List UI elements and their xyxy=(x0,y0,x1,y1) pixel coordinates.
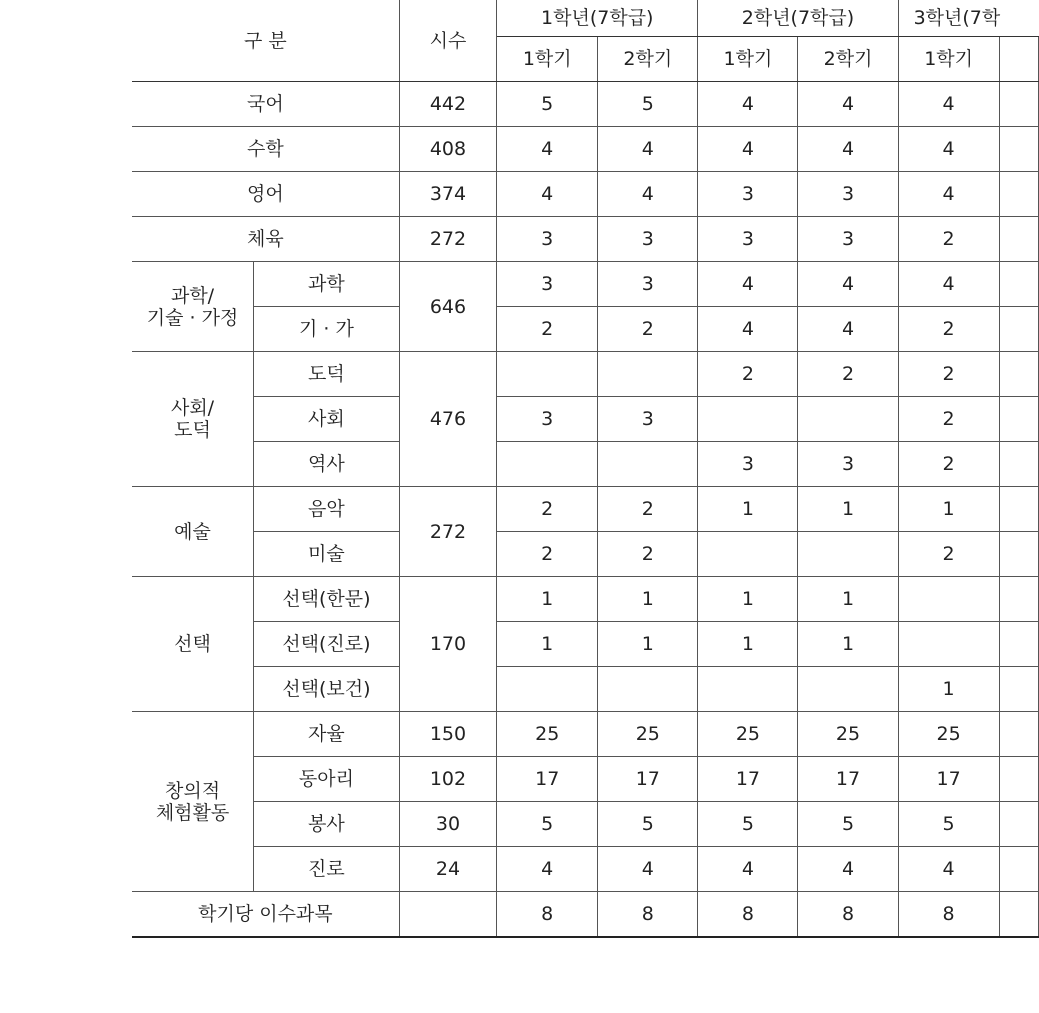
subject-label: 역사 xyxy=(254,442,400,487)
value-cell: 1 xyxy=(798,487,898,532)
group-label-social xyxy=(132,352,254,487)
value-cell xyxy=(898,622,999,667)
table-row xyxy=(132,532,1039,577)
subject-label: 국어 xyxy=(132,82,399,127)
subject-label: 동아리 xyxy=(254,757,400,802)
value-cell: 2 xyxy=(898,397,999,442)
value-cell: 4 xyxy=(698,127,798,172)
value-cell: 4 xyxy=(798,307,898,352)
value-cell: 17 xyxy=(497,757,598,802)
value-cell: 2 xyxy=(497,307,598,352)
value-cell: 1 xyxy=(798,577,898,622)
value-cell xyxy=(798,532,898,577)
group-label-line: 과학/ xyxy=(170,284,215,307)
table-row xyxy=(132,397,1039,442)
value-cell: 25 xyxy=(497,712,598,757)
subject-label: 선택(한문) xyxy=(254,577,400,622)
hours-cell: 408 xyxy=(399,127,496,172)
value-cell: 25 xyxy=(598,712,698,757)
value-cell xyxy=(798,667,898,712)
subject-label: 자율 xyxy=(254,712,400,757)
value-cell-cut xyxy=(999,217,1038,262)
value-cell: 3 xyxy=(698,217,798,262)
value-cell xyxy=(698,667,798,712)
table-row xyxy=(132,172,1039,217)
value-cell: 4 xyxy=(898,262,999,307)
value-cell-cut xyxy=(999,487,1038,532)
value-cell-cut xyxy=(999,262,1038,307)
value-cell xyxy=(598,442,698,487)
value-cell-cut xyxy=(999,127,1038,172)
curriculum-table xyxy=(132,0,1039,938)
value-cell xyxy=(497,667,598,712)
header-semester-cut xyxy=(999,37,1038,82)
value-cell: 4 xyxy=(698,847,798,892)
value-cell-cut xyxy=(999,577,1038,622)
table-row xyxy=(132,217,1039,262)
subject-label: 미술 xyxy=(254,532,400,577)
value-cell: 4 xyxy=(698,262,798,307)
table-row xyxy=(132,712,1039,757)
value-cell: 1 xyxy=(598,622,698,667)
value-cell: 3 xyxy=(798,442,898,487)
value-cell: 2 xyxy=(497,532,598,577)
value-cell: 5 xyxy=(798,802,898,847)
table-row xyxy=(132,847,1039,892)
value-cell: 4 xyxy=(798,262,898,307)
group-label-line: 사회/ xyxy=(170,397,215,419)
group-label-arts: 예술 xyxy=(132,487,254,577)
group-label-line: 체험활동 xyxy=(155,801,230,824)
value-cell-cut xyxy=(999,82,1038,127)
value-cell: 2 xyxy=(598,487,698,532)
table-row xyxy=(132,352,1039,397)
value-cell: 4 xyxy=(497,172,598,217)
value-cell: 5 xyxy=(497,82,598,127)
header-grade-2: 2학년(7학급) xyxy=(698,0,898,37)
value-cell: 3 xyxy=(598,262,698,307)
value-cell: 3 xyxy=(798,217,898,262)
value-cell: 4 xyxy=(898,172,999,217)
value-cell: 25 xyxy=(698,712,798,757)
header-semester: 1학기 xyxy=(898,37,999,82)
value-cell: 3 xyxy=(497,262,598,307)
table-row xyxy=(132,262,1039,307)
subject-label: 봉사 xyxy=(254,802,400,847)
total-label: 학기당 이수과목 xyxy=(132,892,399,938)
table-row xyxy=(132,82,1039,127)
header-semester: 1학기 xyxy=(698,37,798,82)
value-cell: 17 xyxy=(898,757,999,802)
hours-cell: 442 xyxy=(399,82,496,127)
value-cell: 2 xyxy=(898,532,999,577)
value-cell: 25 xyxy=(798,712,898,757)
value-cell: 4 xyxy=(798,127,898,172)
header-grade-3: 3학년(7학 xyxy=(898,0,1038,37)
value-cell: 1 xyxy=(898,667,999,712)
value-cell: 8 xyxy=(898,892,999,938)
table-row xyxy=(132,127,1039,172)
table-row xyxy=(132,622,1039,667)
hours-cell: 374 xyxy=(399,172,496,217)
value-cell: 2 xyxy=(898,442,999,487)
group-label-line: 창의적 xyxy=(165,779,221,802)
value-cell: 3 xyxy=(497,397,598,442)
value-cell xyxy=(598,352,698,397)
subject-label: 선택(진로) xyxy=(254,622,400,667)
header-grade-1: 1학년(7학급) xyxy=(497,0,698,37)
value-cell: 1 xyxy=(698,487,798,532)
value-cell xyxy=(798,397,898,442)
value-cell: 1 xyxy=(497,622,598,667)
value-cell xyxy=(497,352,598,397)
value-cell: 1 xyxy=(698,577,798,622)
value-cell xyxy=(898,577,999,622)
value-cell: 1 xyxy=(798,622,898,667)
hours-cell: 272 xyxy=(399,487,496,577)
value-cell xyxy=(598,667,698,712)
header-semester: 2학기 xyxy=(598,37,698,82)
value-cell: 2 xyxy=(698,352,798,397)
header-hours: 시수 xyxy=(399,0,496,82)
value-cell: 3 xyxy=(698,172,798,217)
value-cell: 4 xyxy=(598,847,698,892)
value-cell-cut xyxy=(999,532,1038,577)
value-cell: 1 xyxy=(698,622,798,667)
header-row-grades xyxy=(132,0,1039,37)
table-row xyxy=(132,442,1039,487)
value-cell: 1 xyxy=(898,487,999,532)
table-row xyxy=(132,802,1039,847)
subject-label: 사회 xyxy=(254,397,400,442)
subject-label: 수학 xyxy=(132,127,399,172)
value-cell: 5 xyxy=(898,802,999,847)
value-cell-cut xyxy=(999,667,1038,712)
value-cell: 2 xyxy=(898,217,999,262)
value-cell: 3 xyxy=(698,442,798,487)
value-cell-cut xyxy=(999,847,1038,892)
value-cell: 8 xyxy=(698,892,798,938)
table-row xyxy=(132,667,1039,712)
value-cell-cut xyxy=(999,712,1038,757)
subject-label: 과학 xyxy=(254,262,400,307)
value-cell-cut xyxy=(999,622,1038,667)
value-cell: 8 xyxy=(598,892,698,938)
hours-cell: 646 xyxy=(399,262,496,352)
table-row xyxy=(132,307,1039,352)
subject-label: 체육 xyxy=(132,217,399,262)
header-semester: 1학기 xyxy=(497,37,598,82)
group-label-line: 기술 · 가정 xyxy=(146,306,239,329)
table-row xyxy=(132,487,1039,532)
hours-cell: 476 xyxy=(399,352,496,487)
value-cell-cut xyxy=(999,307,1038,352)
value-cell: 2 xyxy=(598,532,698,577)
value-cell-cut xyxy=(999,802,1038,847)
value-cell: 4 xyxy=(898,82,999,127)
value-cell: 8 xyxy=(497,892,598,938)
hours-cell: 102 xyxy=(399,757,496,802)
value-cell-cut xyxy=(999,757,1038,802)
value-cell: 5 xyxy=(698,802,798,847)
subject-label: 기 · 가 xyxy=(254,307,400,352)
table-row xyxy=(132,757,1039,802)
hours-cell: 24 xyxy=(399,847,496,892)
value-cell: 2 xyxy=(497,487,598,532)
value-cell: 4 xyxy=(898,127,999,172)
value-cell: 4 xyxy=(798,82,898,127)
value-cell: 3 xyxy=(497,217,598,262)
subject-label: 선택(보건) xyxy=(254,667,400,712)
hours-cell: 272 xyxy=(399,217,496,262)
value-cell: 5 xyxy=(598,802,698,847)
value-cell: 5 xyxy=(598,82,698,127)
value-cell: 4 xyxy=(598,127,698,172)
value-cell: 4 xyxy=(698,82,798,127)
subject-label: 진로 xyxy=(254,847,400,892)
group-label-science xyxy=(132,262,254,352)
value-cell: 4 xyxy=(497,127,598,172)
value-cell: 3 xyxy=(798,172,898,217)
value-cell: 2 xyxy=(598,307,698,352)
value-cell: 1 xyxy=(598,577,698,622)
value-cell xyxy=(497,442,598,487)
value-cell: 25 xyxy=(898,712,999,757)
value-cell: 4 xyxy=(497,847,598,892)
value-cell-cut xyxy=(999,892,1038,938)
value-cell xyxy=(698,532,798,577)
value-cell: 3 xyxy=(598,397,698,442)
header-category: 구 분 xyxy=(132,0,399,82)
header-semester: 2학기 xyxy=(798,37,898,82)
value-cell: 17 xyxy=(698,757,798,802)
hours-cell: 170 xyxy=(399,577,496,712)
value-cell-cut xyxy=(999,397,1038,442)
value-cell: 2 xyxy=(898,307,999,352)
group-label-elective: 선택 xyxy=(132,577,254,712)
value-cell: 1 xyxy=(497,577,598,622)
value-cell: 4 xyxy=(598,172,698,217)
hours-cell: 30 xyxy=(399,802,496,847)
value-cell: 5 xyxy=(497,802,598,847)
value-cell: 17 xyxy=(598,757,698,802)
hours-cell xyxy=(399,892,496,938)
table-row xyxy=(132,577,1039,622)
value-cell xyxy=(698,397,798,442)
subject-label: 영어 xyxy=(132,172,399,217)
hours-cell: 150 xyxy=(399,712,496,757)
group-label-line: 도덕 xyxy=(174,419,211,441)
value-cell: 4 xyxy=(798,847,898,892)
value-cell-cut xyxy=(999,352,1038,397)
value-cell: 2 xyxy=(898,352,999,397)
value-cell: 17 xyxy=(798,757,898,802)
group-label-creative xyxy=(132,712,254,892)
value-cell: 8 xyxy=(798,892,898,938)
value-cell-cut xyxy=(999,172,1038,217)
value-cell: 4 xyxy=(698,307,798,352)
value-cell: 4 xyxy=(898,847,999,892)
subject-label: 음악 xyxy=(254,487,400,532)
subject-label: 도덕 xyxy=(254,352,400,397)
value-cell-cut xyxy=(999,442,1038,487)
value-cell: 2 xyxy=(798,352,898,397)
value-cell: 3 xyxy=(598,217,698,262)
table-row-total xyxy=(132,892,1039,938)
